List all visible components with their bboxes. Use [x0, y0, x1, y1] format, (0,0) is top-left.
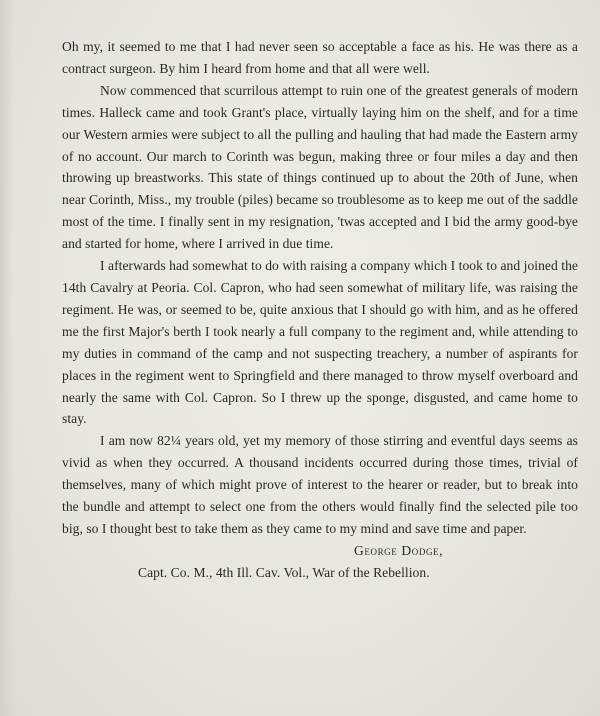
- page-edge-shadow: [0, 0, 14, 716]
- signature-title: Capt. Co. M., 4th Ill. Cav. Vol., War of the Rebellion.: [138, 564, 430, 580]
- paragraph-4: I am now 82¼ years old, yet my memory of those stirring and eventful days seems as vivid as when they occurred. A thousand incidents occurred during those times, trivial of themselves, many of which might prove of interest to the hearer or reader, but to break into the bundle and attempt to select one from the others would finally find the selected pile too big, so I thought best to take them as they came to my mind and save time and paper.: [62, 433, 578, 536]
- document-body: [62, 36, 578, 584]
- paragraph-3: I afterwards had somewhat to do with raising a company which I took to and joined the 14th Cavalry at Peoria. Col. Capron, who had seen somewhat of military life, was raising the regiment. He was, or seemed to be, quite anxious that I should go with him, and as he offered me the first Major's berth I took nearly a full company to the regiment and, while attending to my duties in command of the camp and not suspecting treachery, a number of aspirants for places in the regiment went to Springfield and there managed to throw myself overboard and nearly the same with Col. Capron. So I threw up the sponge, disgusted, and came home to stay.: [62, 258, 578, 427]
- signature-name: George Dodge,: [354, 542, 444, 558]
- paragraph-2: Now commenced that scurrilous attempt to ruin one of the greatest generals of modern times. Halleck came and took Grant's place, virtually laying him on the shelf, and for a time our Western armies were subject to all the pulling and hauling that had made the Eastern army of no account. Our march to Corinth was begun, making three or four miles a day and then throwing up breastworks. This state of things continued up to about the 20th of June, when near Corinth, Miss., my trouble (piles) became so troublesome as to keep me out of the saddle most of the time. I finally sent in my resignation, 'twas accepted and I bid the army good-bye and started for home, where I arrived in due time.: [62, 82, 578, 252]
- paragraph-1: Oh my, it seemed to me that I had never seen so acceptable a face as his. He was there as a contract surgeon. By him I heard from home and that all were well.: [62, 39, 578, 76]
